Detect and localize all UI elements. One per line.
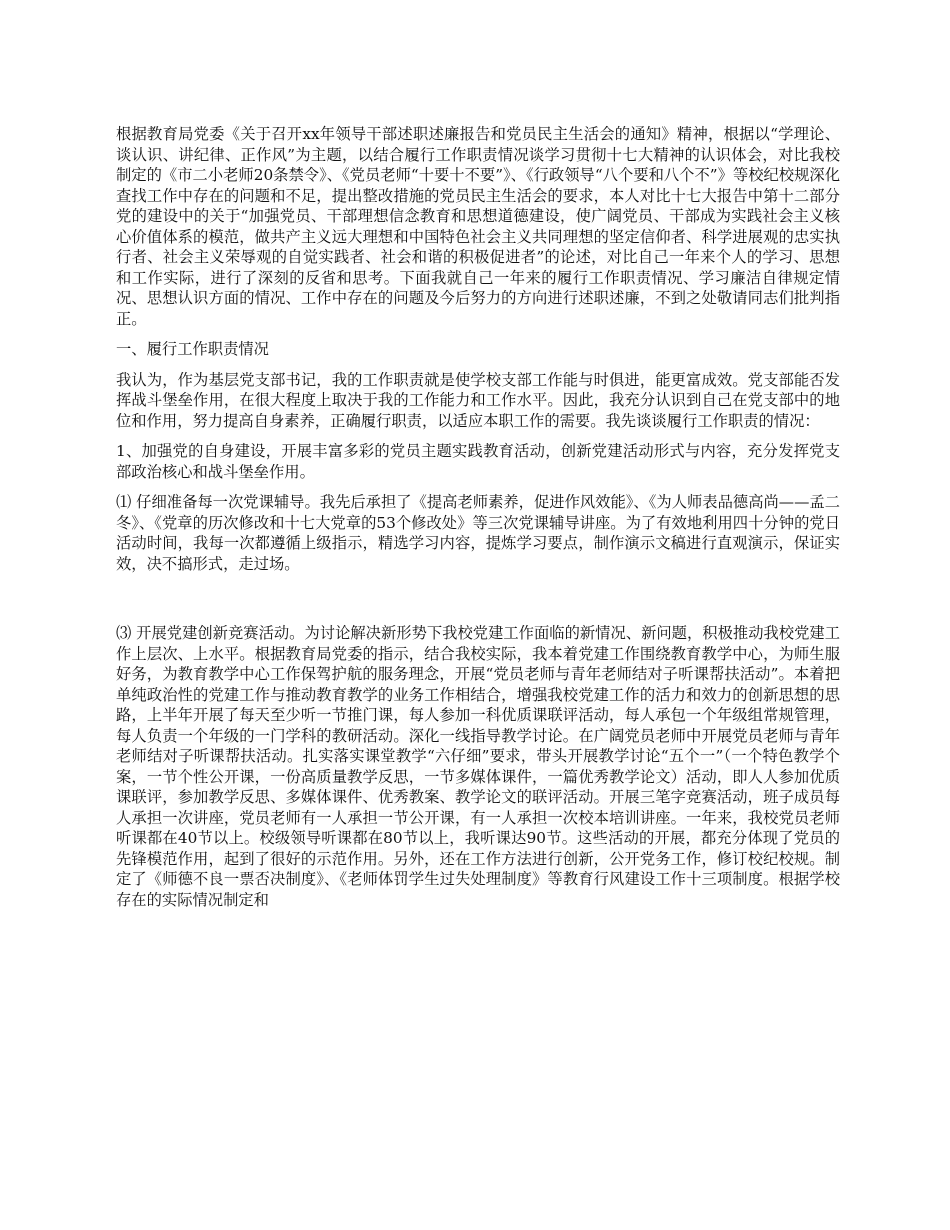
item-1-paragraph: 1、加强党的自身建设，开展丰富多彩的党员主题实践教育活动，创新党建活动形式与内容，充分发挥党支部政治核心和战斗堡垒作用。 [116,442,840,481]
document-page [116,124,840,920]
subitem-3-paragraph: ⑶ 开展党建创新竞赛活动。为讨论解决新形势下我校党建工作面临的新情况、新问题，积极推动我校党建工作上层次、上水平。根据教育局党委的指示，结合我校实际，我本着党建工作围绕教育教学中心，为师生服好务，为教育教学中心工作保驾护航的服务理念，开展“党员老师与青年老师结对子听课帮扶活动”。本着把单纯政治性的党建工作与推动教育教学的业务工作相结合，增强我校党建工作的活力和效力的创新思想的思路，上半年开展了每天至少听一节推门课，每人参加一科优质课联评活动，每人承包一个年级组常规管理，每人负责一个年级的一门学科的教研活动。深化一线指导教学讨论。在广阔党员老师中开展党员老师与青年老师结对子听课帮扶活动。扎实落实课堂教学“六仔细”要求，带头开展教学讨论“五个一”（一个特色教学个案，一节个性公开课，一份高质量教学反思，一节多媒体课件，一篇优秀教学论文）活动，即人人参加优质课联评，参加教学反思、多媒体课件、优秀教案、教学论文的联评活动。开展三笔字竞赛活动，班子成员每人承担一次讲座，党员老师有一人承担一节公开课，有一人承担一次校本培训讲座。一年来，我校党员老师听课都在40节以上。校级领导听课都在80节以上，我听课达90节。这些活动的开展，都充分体现了党员的先锋模范作用，起到了很好的示范作用。另外，还在工作方法进行创新，公开党务工作，修订校纪校规。制定了《师德不良一票否决制度》、《老师体罚学生过失处理制度》等教育行风建设工作十三项制度。根据学校存在的实际情况制定和 [116,624,840,909]
subitem-1-paragraph: ⑴ 仔细准备每一次党课辅导。我先后承担了《提高老师素养，促进作风效能》、《为人师表品德高尚——孟二冬》、《党章的历次修改和十七大党章的53个修改处》等三次党课辅导讲座。为了有效地利用四十分钟的党日活动时间，我每一次都遵循上级指示，精选学习内容，提炼学习要点，制作演示文稿进行直观演示，保证实效，决不搞形式，走过场。 [116,493,840,573]
duty-paragraph: 我认为，作为基层党支部书记，我的工作职责就是使学校支部工作能与时俱进，能更富成效。党支部能否发挥战斗堡垒作用，在很大程度上取决于我的工作能力和工作水平。因此，我充分认识到自己在党支部中的地位和作用，努力提高自身素养，正确履行职责，以适应本职工作的需要。我先谈谈履行工作职责的情况： [116,370,840,430]
section-heading: 一、履行工作职责情况 [116,340,269,358]
blank-gap [116,584,840,623]
intro-paragraph: 根据教育局党委《关于召开xx年领导干部述职述廉报告和党员民主生活会的通知》精神，根据以“学理论、谈认识、讲纪律、正作风”为主题，以结合履行工作职责情况谈学习贯彻十七大精神的认识体会，对比我校制定的《市二小老师20条禁令》、《党员老师“十要十不要”》、《行政领导“八个要和八个不”》等校纪校规深化查找工作中存在的问题和不足，提出整改措施的党员民主生活会的要求，本人对比十七大报告中第十二部分党的建设中的关于“加强党员、干部理想信念教育和思想道德建设，使广阔党员、干部成为实践社会主义核心价值体系的模范，做共产主义远大理想和中国特色社会主义共同理想的坚定信仰者、科学进展观的忠实执行者、社会主义荣辱观的自觉实践者、社会和谐的积极促进者”的论述，对比自己一年来个人的学习、思想和工作实际，进行了深刻的反省和思考。下面我就自己一年来的履行工作职责情况、学习廉洁自律规定情况、思想认识方面的情况、工作中存在的问题及今后努力的方向进行述职述廉，不到之处敬请同志们批判指正。 [116,125,840,328]
